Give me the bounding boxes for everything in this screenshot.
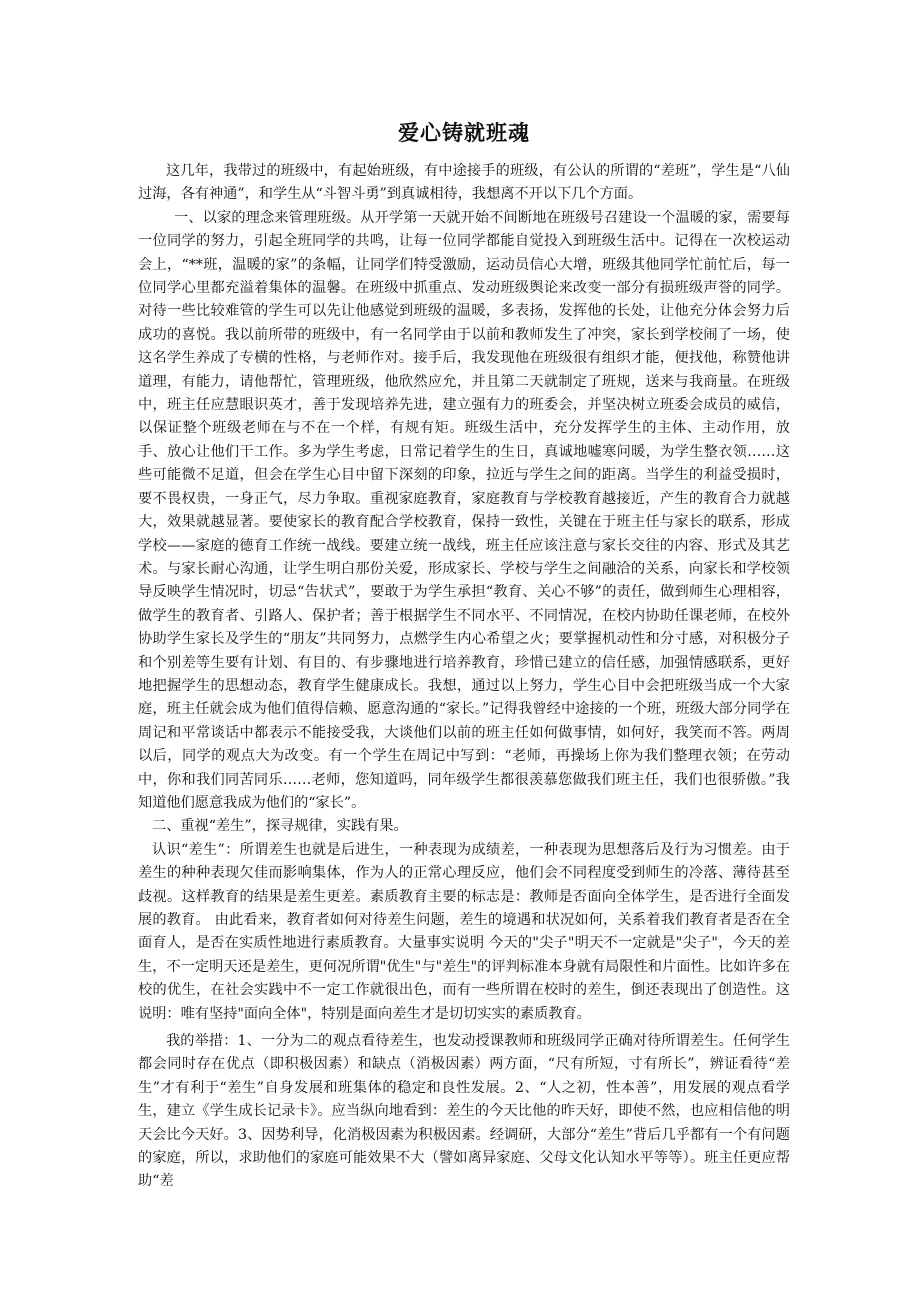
paragraph-section-one: 一、以家的理念来管理班级。从开学第一天就开始不间断地在班级号召建设一个温暖的家，需要每一位同学的努力，引起全班同学的共鸣，让每一位同学都能自觉投入到班级生活中。记得在一次校运动会上，“**班，温暖的家”的条幅，让同学们特受激励，运动员信心大增，班级其他同学忙前忙后，每一位同学心里都充溢着集体的温馨。在班级中抓重点、发动班级舆论来改变一部分有损班级声誉的同学。对待一些比较难管的学生可以先让他感觉到班级的温暖，多表扬，发挥他的长处，让他充分体会努力后成功的喜悦。我以前所带的班级中，有一名同学由于以前和教师发生了冲突，家长到学校闹了一场，使这名学生养成了专横的性格，与老师作对。接手后，我发现他在班级很有组织才能，便找他，称赞他讲道理，有能力，请他帮忙，管理班级，他欣然应允，并且第二天就制定了班规，送来与我商量。在班级中，班主任应慧眼识英才，善于发现培养先进，建立强有力的班委会，并坚决树立班委会成员的威信，以保证整个班级老师在与不在一个样，有规有矩。班级生活中，充分发挥学生的主体、主动作用，放手、放心让他们干工作。多为学生考虑，日常记着学生的生日，真诚地嘘寒问暖，为学生整衣领……这些可能微不足道，但会在学生心目中留下深刻的印象，拉近与学生之间的距离。当学生的利益受损时，要不畏权贵，一身正气，尽力争取。重视家庭教育，家庭教育与学校教育越接近，产生的教育合力就越大，效果就越显著。要使家长的教育配合学校教育，保持一致性，关键在于班主任与家长的联系，形成学校——家庭的德育工作统一战线。要建立统一战线，班主任应该注意与家长交往的内容、形式及其艺术。与家长耐心沟通，让学生明白那份关爱，形成家长、学校与学生之间融洽的关系，向家长和学校领导反映学生情况时，切忌“告状式”，要敢于为学生承担“教育、关心不够”的责任，做到师生心理相容，做学生的教育者、引路人、保护者；善于根据学生不同水平、不同情况，在校内协助任课老师，在校外协助学生家长及学生的“朋友”共同努力，点燃学生内心希望之火；要掌握机动性和分寸感，对积极分子和个别差等生要有计划、有目的、有步骤地进行培养教育，珍惜已建立的信任感，加强情感联系，更好地把握学生的思想动态，教育学生健康成长。我想，通过以上努力，学生心目中会把班级当成一个大家庭，班主任就会成为他们值得信赖、愿意沟通的“家长。”记得我曾经中途接的一个班，班级大部分同学在周记和平常谈话中都表示不能接受我，大谈他们以前的班主任如何做事情，如何好，我笑而不答。两周以后，同学的观点大为改变。有一个学生在周记中写到：“老师，再操场上你为我们整理衣领；在劳动中，你和我们同苦同乐……老师，您知道吗，同年级学生都很羡慕您做我们班主任，我们也很骄傲。”我知道他们愿意我成为他们的“家长”。 (138, 209, 790, 811)
paragraph-understanding-poor-students: 认识“差生”：所谓差生也就是后进生，一种表现为成绩差，一种表现为思想落后及行为习惯差。由于差生的种种表现欠佳而影响集体，作为人的正常心理反应，他们会不同程度受到师生的冷落、薄待甚至歧视。这样教育的结果是差生更差。素质教育主要的标志是：教师是否面向全体学生，是否进行全面发展的教育。 由此看来，教育者如何对待差生问题，差生的境遇和状况如何，关系着我们教育者是否在全面育人，是否在实质性地进行素质教育。大量事实说明 今天的"尖子"明天不一定就是"尖子"，今天的差生，不一定明天还是差生，更何况所谓"优生"与"差生"的评判标准本身就有局限性和片面性。比如许多在校的优生，在社会实践中不一定工作就很出色，而有一些所谓在校时的差生，倒还表现出了创造性。这说明：唯有坚持"面向全体"，特别是面向差生才是切切实实的素质教育。 (138, 841, 790, 1022)
section-two-heading: 二、重视“差生”，探寻规律，实践有果。 (152, 818, 408, 835)
document-page (138, 118, 790, 1194)
document-title: 爱心铸就班魂 (398, 120, 530, 145)
paragraph-intro: 这几年，我带过的班级中，有起始班级，有中途接手的班级，有公认的所谓的“差班”，学生是“八仙过海，各有神通”，和学生从“斗智斗勇”到真诚相待，我想离不开以下几个方面。 (138, 163, 790, 203)
paragraph-my-measures: 我的举措：1、一分为二的观点看待差生，也发动授课教师和班级同学正确对待所谓差生。任何学生都会同时存在优点（即积极因素）和缺点（消极因素）两方面，“尺有所短，寸有所长”，辨证看待“差生”才有利于“差生”自身发展和班集体的稳定和良性发展。2、“人之初，性本善”，用发展的观点看学生，建立《学生成长记录卡》。应当纵向地看到：差生的今天比他的昨天好，即使不然，也应相信他的明天会比今天好。3、因势利导，化消极因素为积极因素。经调研，大部分“差生”背后几乎都有一个有问题的家庭，所以，求助他们的家庭可能效果不大（譬如离异家庭、父母文化认知水平等等）。班主任更应帮助“差 (138, 1033, 790, 1190)
